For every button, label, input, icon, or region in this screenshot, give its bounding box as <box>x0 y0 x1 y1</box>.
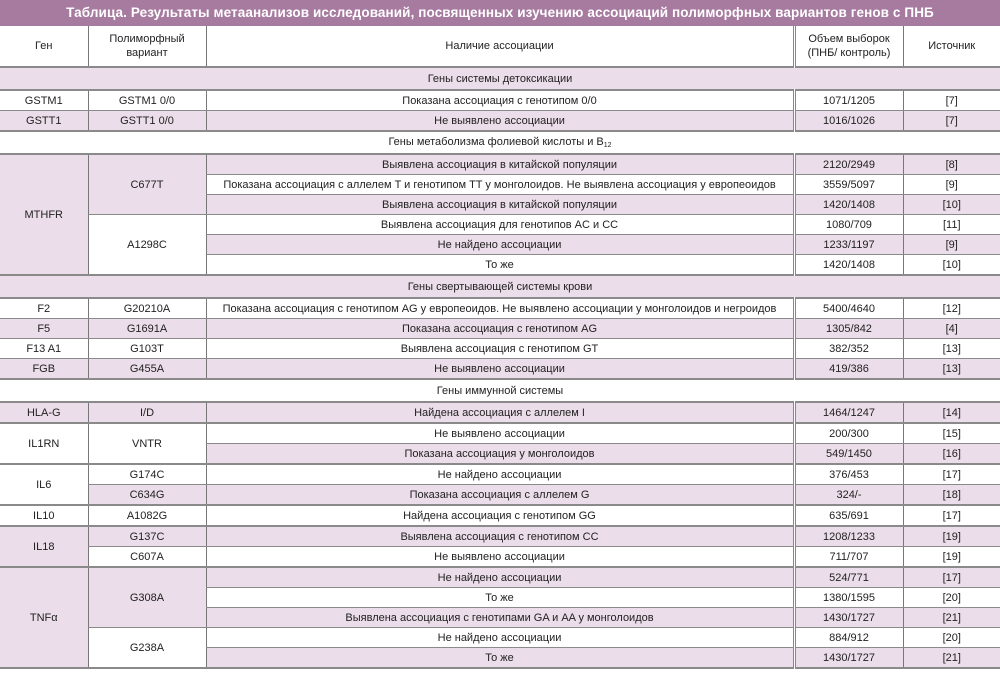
section-title: Гены свертывающей системы крови <box>0 275 1000 298</box>
section-row-coagulation <box>0 275 1000 298</box>
section-row-folate <box>0 131 1000 154</box>
association-cell: Выявлена ассоциация с генотипами GA и AA у монголоидов <box>206 608 794 628</box>
table-row <box>0 319 1000 339</box>
sample-cell: 549/1450 <box>794 444 903 465</box>
table-row <box>0 339 1000 359</box>
gene-cell: MTHFR <box>0 154 88 275</box>
header-gene: Ген <box>0 26 88 67</box>
source-cell: [4] <box>903 319 1000 339</box>
association-cell: Не найдено ассоциации <box>206 567 794 588</box>
variant-cell: G137C <box>88 526 206 547</box>
association-cell: Показана ассоциация у монголоидов <box>206 444 794 465</box>
association-cell: Найдена ассоциация с генотипом GG <box>206 505 794 526</box>
source-cell: [18] <box>903 485 1000 506</box>
sample-cell: 1464/1247 <box>794 402 903 423</box>
variant-cell: G238A <box>88 628 206 669</box>
sample-cell: 382/352 <box>794 339 903 359</box>
section-title: Гены системы детоксикации <box>0 67 1000 90</box>
source-cell: [19] <box>903 547 1000 568</box>
variant-cell: A1082G <box>88 505 206 526</box>
section-row-immune <box>0 379 1000 402</box>
source-cell: [17] <box>903 567 1000 588</box>
gene-cell: IL18 <box>0 526 88 567</box>
table-row <box>0 567 1000 588</box>
sample-cell: 635/691 <box>794 505 903 526</box>
source-cell: [21] <box>903 608 1000 628</box>
source-cell: [9] <box>903 175 1000 195</box>
association-cell: Выявлена ассоциация в китайской популяции <box>206 195 794 215</box>
sample-cell: 1016/1026 <box>794 111 903 132</box>
source-cell: [21] <box>903 648 1000 669</box>
association-cell: Не выявлено ассоциации <box>206 423 794 444</box>
association-cell: Показана ассоциация с аллелем G <box>206 485 794 506</box>
source-cell: [17] <box>903 464 1000 485</box>
variant-cell: GSTM1 0/0 <box>88 90 206 111</box>
association-cell: Показана ассоциация с генотипом AG <box>206 319 794 339</box>
meta-analysis-table <box>0 26 1000 669</box>
table-row <box>0 423 1000 444</box>
association-cell: Найдена ассоциация с аллелем I <box>206 402 794 423</box>
association-cell: Выявлена ассоциация с генотипом GT <box>206 339 794 359</box>
source-cell: [7] <box>903 90 1000 111</box>
header-row <box>0 26 1000 67</box>
association-cell: Не найдено ассоциации <box>206 628 794 648</box>
gene-cell: FGB <box>0 359 88 380</box>
table-row <box>0 90 1000 111</box>
sample-cell: 3559/5097 <box>794 175 903 195</box>
gene-cell: IL10 <box>0 505 88 526</box>
association-cell: Не найдено ассоциации <box>206 464 794 485</box>
section-title <box>0 131 1000 154</box>
variant-cell: C677T <box>88 154 206 215</box>
source-cell: [10] <box>903 255 1000 276</box>
sample-cell: 2120/2949 <box>794 154 903 175</box>
sample-cell: 376/453 <box>794 464 903 485</box>
table-title: Таблица. Результаты метаанализов исследований, посвященных изучению ассоциаций полиморфных вариантов генов с ПНБ <box>0 0 1000 26</box>
header-association: Наличие ассоциации <box>206 26 794 67</box>
table-row <box>0 526 1000 547</box>
variant-cell: C607A <box>88 547 206 568</box>
variant-cell: G308A <box>88 567 206 628</box>
variant-cell: I/D <box>88 402 206 423</box>
variant-cell: C634G <box>88 485 206 506</box>
sample-cell: 1071/1205 <box>794 90 903 111</box>
sample-cell: 1430/1727 <box>794 608 903 628</box>
variant-cell: G174C <box>88 464 206 485</box>
section-row-detox <box>0 67 1000 90</box>
source-cell: [13] <box>903 359 1000 380</box>
section-title: Гены иммунной системы <box>0 379 1000 402</box>
source-cell: [19] <box>903 526 1000 547</box>
sample-cell: 1430/1727 <box>794 648 903 669</box>
sample-cell: 711/707 <box>794 547 903 568</box>
gene-cell: F5 <box>0 319 88 339</box>
sample-cell: 5400/4640 <box>794 298 903 319</box>
table-row <box>0 111 1000 132</box>
gene-cell: F2 <box>0 298 88 319</box>
source-cell: [9] <box>903 235 1000 255</box>
table-row <box>0 464 1000 485</box>
sample-cell: 1233/1197 <box>794 235 903 255</box>
association-cell: Показана ассоциация с аллелем T и генотипом TT у монголоидов. Не выявлена ассоциация у европеоидов <box>206 175 794 195</box>
association-cell: Не выявлено ассоциации <box>206 547 794 568</box>
association-cell: Не выявлено ассоциации <box>206 359 794 380</box>
association-cell: Показана ассоциация с генотипом 0/0 <box>206 90 794 111</box>
source-cell: [14] <box>903 402 1000 423</box>
table-row <box>0 402 1000 423</box>
source-cell: [20] <box>903 588 1000 608</box>
association-cell: Не выявлено ассоциации <box>206 111 794 132</box>
source-cell: [10] <box>903 195 1000 215</box>
gene-cell: GSTM1 <box>0 90 88 111</box>
source-cell: [20] <box>903 628 1000 648</box>
association-cell: Не найдено ассоциации <box>206 235 794 255</box>
sample-cell: 324/- <box>794 485 903 506</box>
section-title-subscript: 12 <box>603 142 612 149</box>
association-cell: Показана ассоциация с генотипом AG у европеоидов. Не выявлено ассоциации у монголоидов и негроидов <box>206 298 794 319</box>
table-row <box>0 298 1000 319</box>
association-cell: Выявлена ассоциация для генотипов AC и CC <box>206 215 794 235</box>
sample-cell: 1420/1408 <box>794 195 903 215</box>
association-cell: То же <box>206 588 794 608</box>
gene-cell: F13 A1 <box>0 339 88 359</box>
gene-cell: GSTT1 <box>0 111 88 132</box>
variant-cell: G1691A <box>88 319 206 339</box>
sample-cell: 1305/842 <box>794 319 903 339</box>
source-cell: [8] <box>903 154 1000 175</box>
variant-cell: A1298C <box>88 215 206 276</box>
table-row <box>0 547 1000 568</box>
association-cell: То же <box>206 648 794 669</box>
source-cell: [17] <box>903 505 1000 526</box>
sample-cell: 1208/1233 <box>794 526 903 547</box>
sample-cell: 524/771 <box>794 567 903 588</box>
source-cell: [15] <box>903 423 1000 444</box>
association-cell: Выявлена ассоциация с генотипом CC <box>206 526 794 547</box>
header-sample: Объем выборок (ПНБ/ контроль) <box>794 26 903 67</box>
source-cell: [7] <box>903 111 1000 132</box>
variant-cell: G20210A <box>88 298 206 319</box>
variant-cell: VNTR <box>88 423 206 464</box>
sample-cell: 419/386 <box>794 359 903 380</box>
variant-cell: G103T <box>88 339 206 359</box>
sample-cell: 200/300 <box>794 423 903 444</box>
section-title-text: Гены метаболизма фолиевой кислоты и B <box>388 136 604 148</box>
gene-cell: IL1RN <box>0 423 88 464</box>
variant-cell: G455A <box>88 359 206 380</box>
table-row <box>0 154 1000 175</box>
sample-cell: 1380/1595 <box>794 588 903 608</box>
table-row <box>0 359 1000 380</box>
header-source: Источник <box>903 26 1000 67</box>
table-row <box>0 215 1000 235</box>
gene-cell: IL6 <box>0 464 88 505</box>
sample-cell: 884/912 <box>794 628 903 648</box>
variant-cell: GSTT1 0/0 <box>88 111 206 132</box>
association-cell: Выявлена ассоциация в китайской популяции <box>206 154 794 175</box>
sample-cell: 1420/1408 <box>794 255 903 276</box>
table-row <box>0 628 1000 648</box>
table-row <box>0 485 1000 506</box>
table-row <box>0 505 1000 526</box>
gene-cell: TNFα <box>0 567 88 668</box>
association-cell: То же <box>206 255 794 276</box>
header-variant: Полиморфный вариант <box>88 26 206 67</box>
source-cell: [13] <box>903 339 1000 359</box>
source-cell: [11] <box>903 215 1000 235</box>
sample-cell: 1080/709 <box>794 215 903 235</box>
source-cell: [12] <box>903 298 1000 319</box>
gene-cell: HLA-G <box>0 402 88 423</box>
source-cell: [16] <box>903 444 1000 465</box>
